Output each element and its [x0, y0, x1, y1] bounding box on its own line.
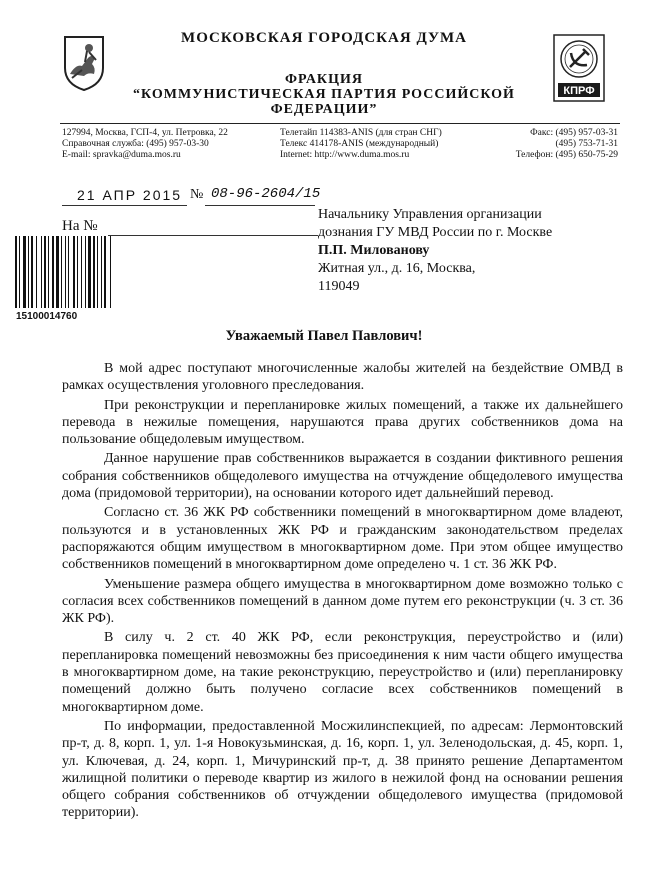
barcode-icon — [15, 236, 145, 308]
addressee-name: П.П. Милованову — [318, 243, 430, 258]
barcode-bar — [65, 236, 66, 308]
barcode-bar — [68, 236, 69, 308]
contacts-teletype: Телетайп 114383-ANIS (для стран СНГ) Телекс 414178-ANIS (международный) Internet: http://www.duma.mos.ru — [280, 128, 442, 160]
addressee-block: Начальнику Управления организации дознания ГУ МВД России по г. Москве П.П. Милованову Житная ул., д. 16, Москва, 119049 — [318, 207, 553, 294]
barcode-bar — [110, 236, 111, 308]
paragraph: Уменьшение размера общего имущества в многоквартирном доме возможно только с согласия всех собственников помещений в данном доме путем его реконструкции (ч. 3 ст. 36 ЖК РФ). — [62, 576, 623, 627]
barcode-bar — [36, 236, 37, 308]
barcode-bar — [73, 236, 75, 308]
paragraph: Данное нарушение прав собственников выражается в создании фиктивного решения собрания собственников общедолевого имущества на отчуждение общедолевого имущества дома (придомовой территории), на основании которого идет дальнейший перевод. — [62, 451, 623, 502]
reply-label: На № — [62, 218, 98, 234]
header-rule — [60, 123, 620, 124]
paragraph: Согласно ст. 36 ЖК РФ собственники помещений в многоквартирном доме владеют, пользуются и в установленных ЖК РФ и гражданским законодательством пределах распоряжаются общим имуществом в многоквартирном доме. При этом общее имущество собственников помещений в многоквартирном доме определено ч. 1 ст. 36 ЖК РФ. — [62, 505, 623, 573]
barcode-bar — [61, 236, 62, 308]
barcode-bar — [31, 236, 33, 308]
contacts-phone: Факс: (495) 957-03-31 (495) 753-71-31 Телефон: (495) 650-75-29 — [515, 128, 618, 160]
letter-body — [62, 360, 623, 824]
barcode-bar — [23, 236, 26, 308]
faction-title: ФРАКЦИЯ “КОММУНИСТИЧЕСКАЯ ПАРТИЯ РОССИЙСКОЙ ФЕДЕРАЦИИ” — [133, 72, 515, 117]
barcode-bar — [15, 236, 17, 308]
barcode-bar — [85, 236, 86, 308]
barcode-bar — [104, 236, 106, 308]
paragraph: При реконструкции и перепланировке жилых помещений, а также их дальнейшего перевода в нежилые помещения, нарушаются права других собственников дома на пользование общедолевым имуществом. — [62, 397, 623, 448]
barcode-bar — [48, 236, 49, 308]
paragraph: В силу ч. 2 ст. 40 ЖК РФ, если реконструкция, переустройство и (или) перепланировка помещений невозможны без присоединения к ним части общего имущества в многоквартирном доме, на такие реконструкцию, переустройство и (или) перепланировку помещений должно быть получено согласие всех собственников помещений в многоквартирном доме. — [62, 630, 623, 715]
paragraph: По информации, предоставленной Мосжилинспекцией, по адресам: Лермонтовский пр-т, д. 8, корп. 1, ул. 1-я Новокузьминская, д. 16, корп. 1, ул. Зеленодольская, д. 45, корп. 1, ул. Ключевая, д. 24, корп. 1, Мичуринский пр-т, д. 38 принято решение Департаментом жилищной политики о переводе квартир из жилого в нежилой фонд на основании решения общего собрания собственников об отчуждении общедолевого имущества (придомовой территории). — [62, 718, 623, 821]
kprf-logo-icon — [553, 34, 605, 102]
greeting: Уважаемый Павел Павлович! — [225, 328, 423, 344]
number-underline — [205, 205, 315, 206]
barcode-bar — [41, 236, 42, 308]
document-date: 21 АПР 2015 — [77, 187, 183, 203]
barcode-bar — [56, 236, 59, 308]
barcode-bar — [97, 236, 98, 308]
org-title: МОСКОВСКАЯ ГОРОДСКАЯ ДУМА — [181, 30, 467, 46]
barcode-bar — [77, 236, 78, 308]
barcode-bar — [101, 236, 102, 308]
barcode-bar — [19, 236, 20, 308]
barcode-bar — [88, 236, 91, 308]
barcode-bar — [44, 236, 46, 308]
document-number: 08-96-2604/15 — [211, 186, 321, 202]
paragraph: В мой адрес поступают многочисленные жалобы жителей на бездействие ОМВД в рамках осуществления уголовного преследования. — [62, 361, 623, 394]
barcode-bar — [52, 236, 54, 308]
barcode-bar — [93, 236, 95, 308]
number-label: № — [190, 187, 204, 202]
contacts-address: 127994, Москва, ГСП-4, ул. Петровка, 22 Справочная служба: (495) 957-03-30 E-mail: spravka@duma.mos.ru — [62, 128, 228, 160]
kprf-label: КПРФ — [563, 85, 595, 97]
date-underline — [62, 205, 187, 206]
barcode-bar — [28, 236, 29, 308]
barcode-bar — [81, 236, 82, 308]
barcode-number: 15100014760 — [16, 311, 78, 322]
